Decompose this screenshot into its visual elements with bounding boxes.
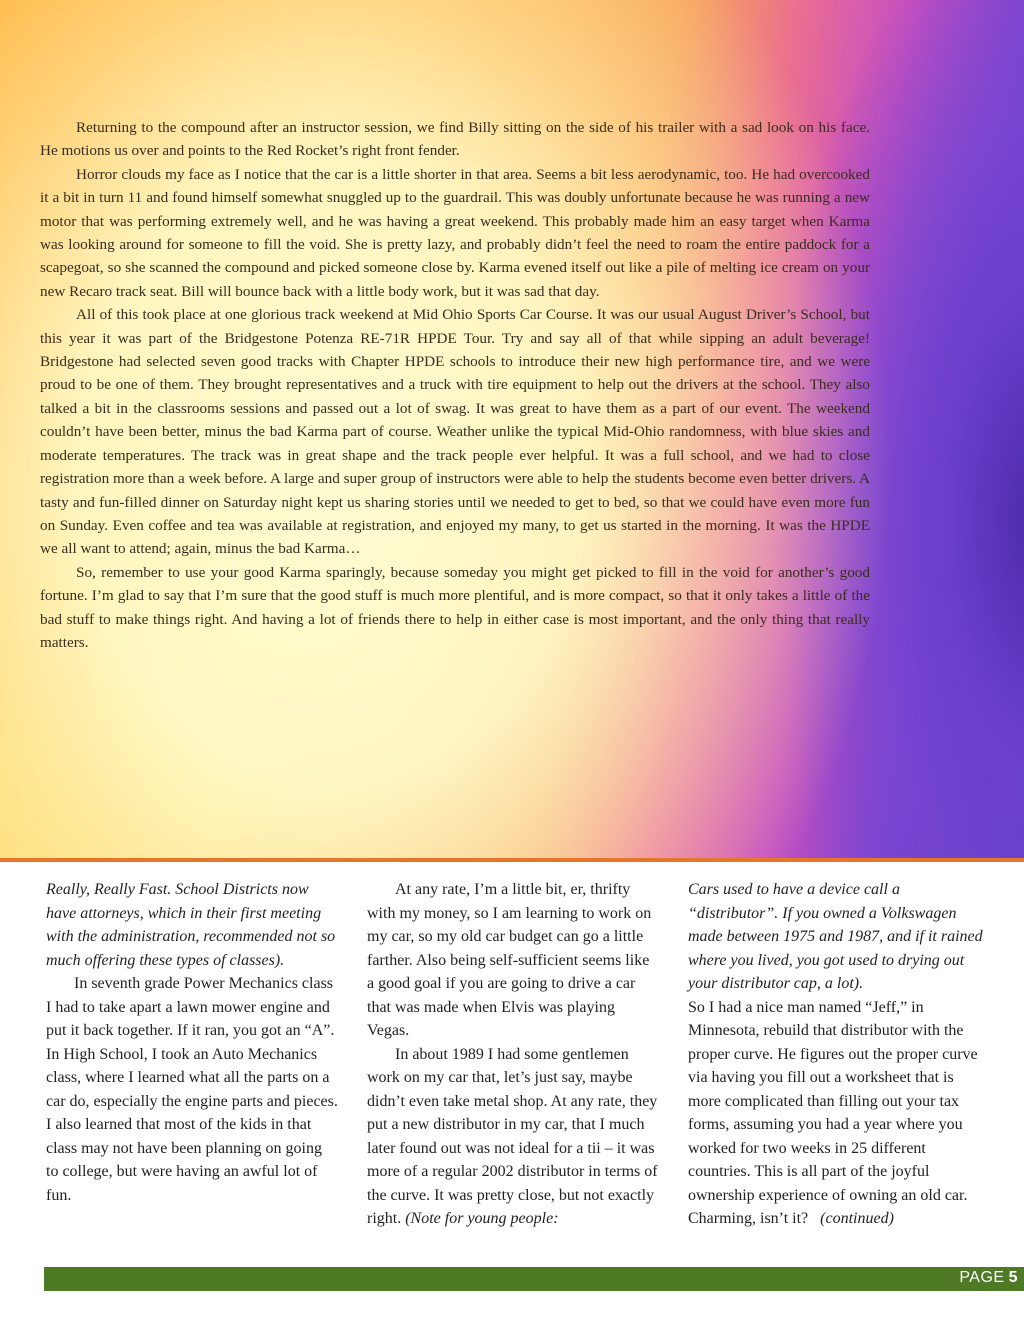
top-paragraph: All of this took place at one glorious track weekend at Mid Ohio Sports Car Course. It was our usual August Driver’s School, but this year it was part of the Bridgestone Potenza RE-71R HPDE Tour. Try and say all of that while sipping an adult beverage! Bridgestone had selected seven good tracks with Chapter HPDE schools to introduce their new high performance tire, and we were proud to be one of them. They brought representatives and a truck with tire equipment to help out the drivers at the school. They also talked a bit in the classrooms sessions and passed out a lot of swag. It was great to have them as a part of our event. The weekend couldn’t have been better, minus the bad Karma part of course. Weather unlike the typical Mid-Ohio randomness, with blue skies and moderate temperatures. The track was in great shape and the track people ever helpful. It was a full school, and we had to close registration more than a week before. A large and super group of instructors were able to help the students become even better drivers. A tasty and fun-filled dinner on Saturday night kept us sharing stories until we needed to get to bed, so that we could have even more fun on Sunday. Even coffee and tea was available at registration, and enjoyed my many, to get us started in the morning. It was the HPDE we all want to attend; again, minus the bad Karma… bbox=[40, 306, 870, 558]
column-3 bbox=[688, 878, 983, 1231]
column-2 bbox=[367, 878, 659, 1231]
column-2-italic-tail: (Note for young people: bbox=[405, 1210, 559, 1227]
top-paragraph: So, remember to use your good Karma sparingly, because someday you might get picked to fill in the void for another’s good fortune. I’m glad to say that I’m sure that the good stuff is much more plentiful, and is more compact, so that it only takes a little of the bad stuff to make things right. And having a lot of friends there to help in either case is most important, and the only thing that really matters. bbox=[40, 563, 870, 651]
page-number: 5 bbox=[1008, 1269, 1018, 1286]
column-2-paragraph-1: At any rate, I’m a little bit, er, thrifty with my money, so I am learning to work on my car, so my old car budget can go a little farther. Also being self-sufficient seems like a good goal if you are going to drive a car that was made when Elvis was playing Vegas. bbox=[367, 881, 652, 1039]
column-1 bbox=[46, 878, 338, 1207]
page-label-text: PAGE bbox=[959, 1269, 1005, 1286]
footer-bar bbox=[44, 1267, 1024, 1291]
column-3-paragraph: So I had a nice man named “Jeff,” in Minnesota, rebuild that distributor with the proper curve. He figures out the proper curve via having you fill out a worksheet that is more complicated than filling out your tax forms, assuming you had a year where you worked for two weeks in 25 different countries. This is all part of the joyful ownership experience of owning an old car. Charming, isn’t it? (continued) bbox=[688, 998, 978, 1227]
column-2-paragraph-2: In about 1989 I had some gentlemen work on my car that, let’s just say, maybe didn’t even take metal shop. At any rate, they put a new distributor in my car, that I much later found out was not ideal for a tii – it was more of a regular 2002 distributor in terms of the curve. It was pretty close, but not exactly right. (Note for young people: bbox=[367, 1045, 658, 1227]
page-number-label bbox=[959, 1269, 1018, 1287]
top-paragraph: Returning to the compound after an instructor session, we find Billy sitting on the side of his trailer with a sad look on his face. He motions us over and points to the Red Rocket’s right front fender. bbox=[40, 119, 870, 160]
column-3-italic-lead: Cars used to have a device call a “distributor”. If you owned a Volkswagen made between 1975 and 1987, and if it rained where you lived, you got used to drying out your distributor cap, a lot). bbox=[688, 881, 983, 992]
column-1-paragraph: In seventh grade Power Mechanics class I had to take apart a lawn mower engine and put it back together. If it ran, you got an “A”. In High School, I took an Auto Mechanics class, where I learned what all the parts on a car do, especially the engine parts and pieces. I also learned that most of the kids in that class may not have been planning on going to college, but were having an awful lot of fun. bbox=[46, 975, 338, 1204]
top-article-text bbox=[40, 116, 870, 654]
top-paragraph: Horror clouds my face as I notice that the car is a little shorter in that area. Seems a bit less aerodynamic, too. He had overcooked it a bit in turn 11 and found himself somewhat snuggled up to the guardrail. This was doubly unfortunate because he was running a new motor that was performing extremely well, and he was having a great weekend. This probably made him an easy target when Karma was looking around for someone to fill the void. She is pretty lazy, and probably didn’t feel the need to roam the entire paddock for a scapegoat, so she scanned the compound and picked someone close by. Karma evened itself out like a pile of melting ice cream on your new Recaro track seat. Bill will bounce back with a little body work, but it was sad that day. bbox=[40, 165, 870, 300]
column-1-italic-lead: Really, Really Fast. School Districts now have attorneys, which in their first meeting with the administration, recommended not so much offering these types of classes). bbox=[46, 881, 336, 969]
continued-label: (continued) bbox=[820, 1210, 894, 1227]
section-divider bbox=[0, 858, 1024, 862]
